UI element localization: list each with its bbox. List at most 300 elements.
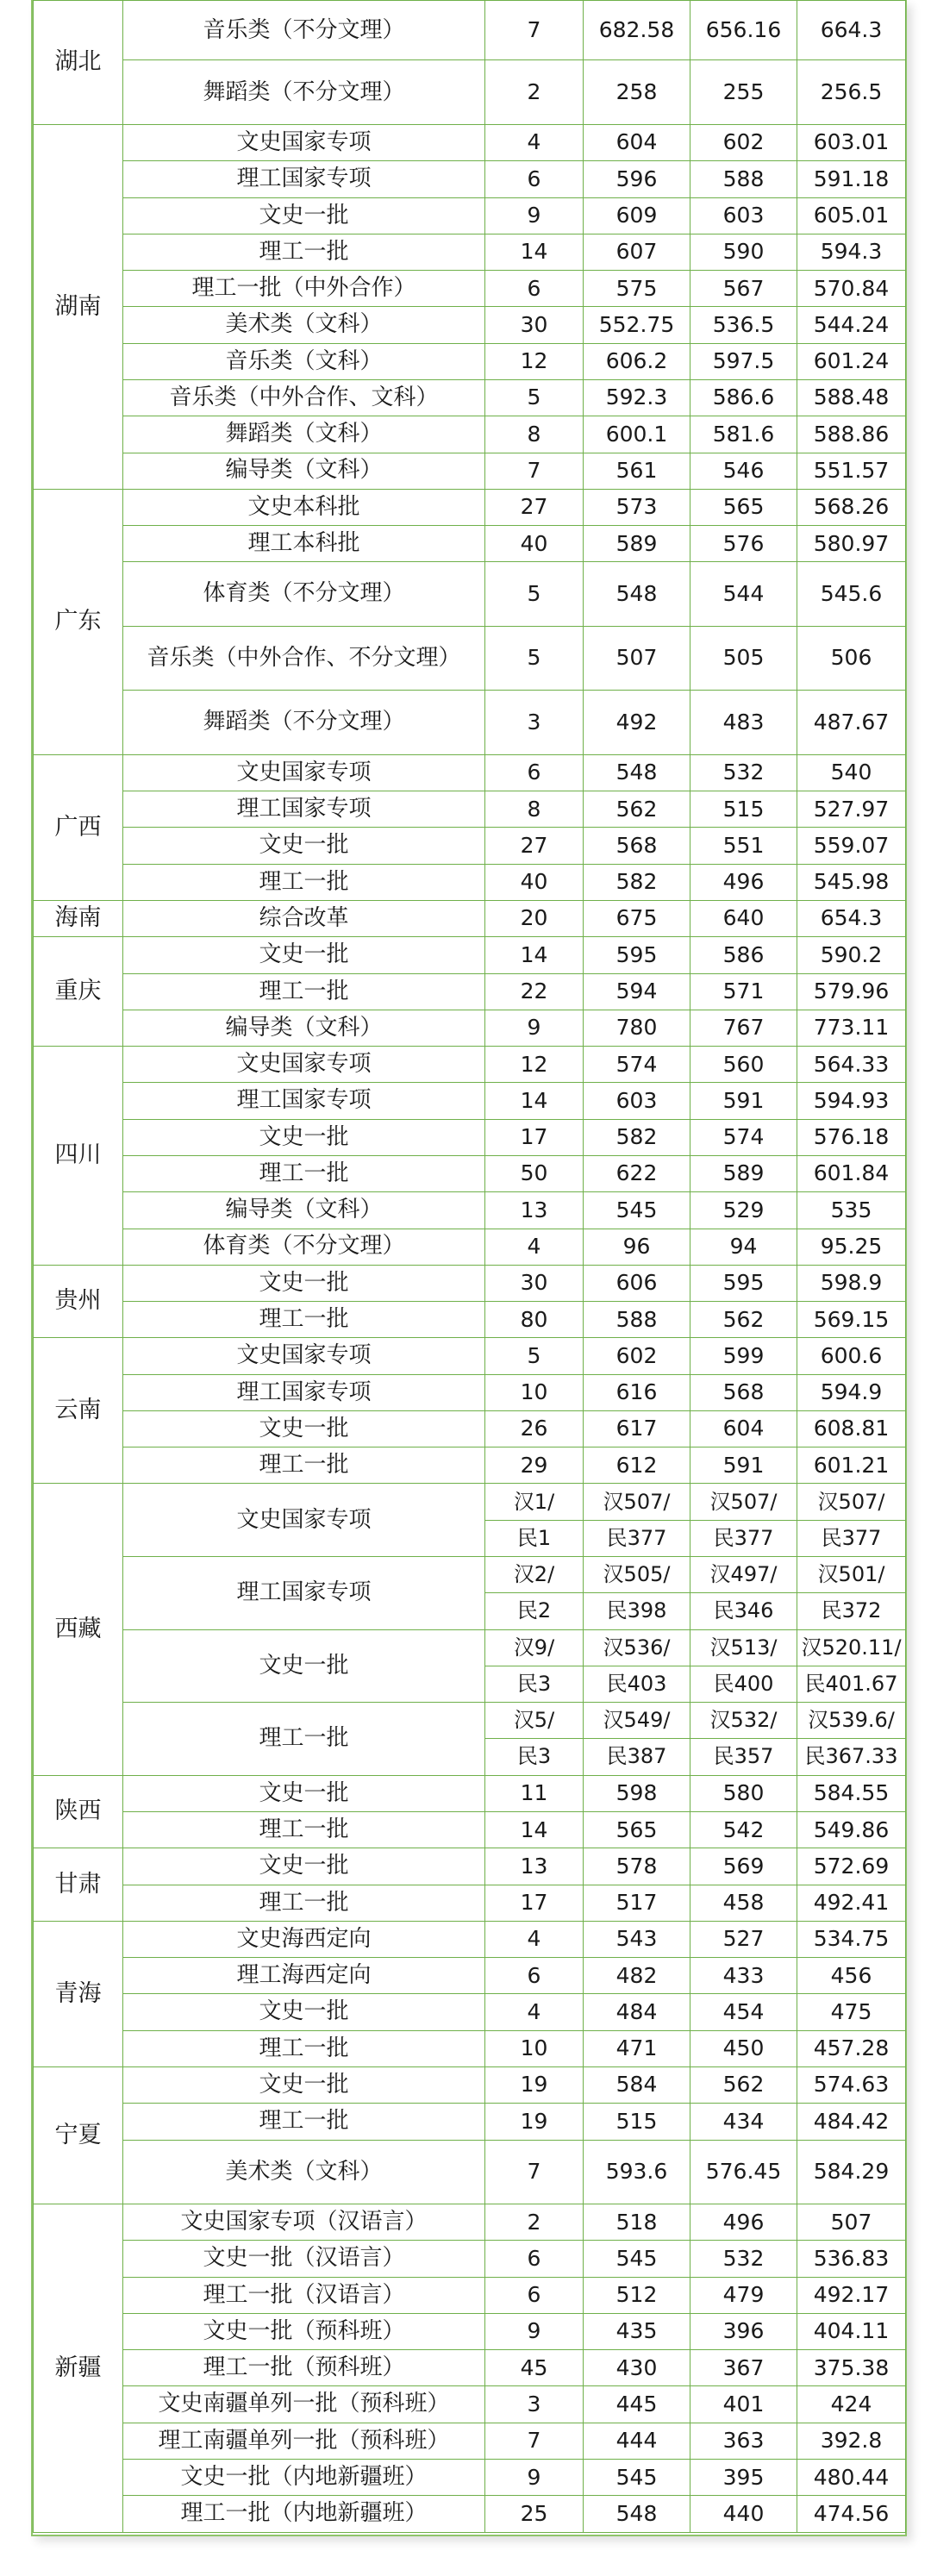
enrolled-count-cell: 30 bbox=[485, 307, 584, 343]
table-row bbox=[34, 1338, 906, 1374]
max-score-cell: 民398 bbox=[584, 1593, 690, 1629]
avg-score-cell: 汉539.6/ bbox=[797, 1703, 906, 1739]
avg-score-cell: 601.84 bbox=[797, 1155, 906, 1191]
min-score-cell: 551 bbox=[690, 828, 797, 864]
enrolled-count-cell: 汉1/ bbox=[485, 1484, 584, 1520]
min-score-cell: 574 bbox=[690, 1119, 797, 1155]
min-score-cell: 434 bbox=[690, 2104, 797, 2140]
avg-score-cell: 424 bbox=[797, 2386, 906, 2423]
enrolled-count-cell: 80 bbox=[485, 1302, 584, 1338]
avg-score-cell: 654.3 bbox=[797, 900, 906, 936]
enrolled-count-cell: 26 bbox=[485, 1410, 584, 1447]
province-cell: 新疆 bbox=[34, 2204, 123, 2533]
table-row bbox=[34, 828, 906, 864]
min-score-cell: 542 bbox=[690, 1812, 797, 1848]
max-score-cell: 616 bbox=[584, 1374, 690, 1410]
province-cell: 重庆 bbox=[34, 937, 123, 1047]
enrolled-count-cell: 50 bbox=[485, 1155, 584, 1191]
category-cell: 文史国家专项 bbox=[123, 754, 485, 791]
max-score-cell: 492 bbox=[584, 691, 690, 755]
enrolled-count-cell: 19 bbox=[485, 2104, 584, 2140]
max-score-cell: 578 bbox=[584, 1848, 690, 1885]
table-row bbox=[34, 1192, 906, 1229]
max-score-cell: 445 bbox=[584, 2386, 690, 2423]
min-score-cell: 562 bbox=[690, 2066, 797, 2103]
category-cell: 理工国家专项 bbox=[123, 791, 485, 828]
min-score-cell: 602 bbox=[690, 124, 797, 160]
table-row bbox=[34, 2030, 906, 2066]
avg-score-cell: 540 bbox=[797, 754, 906, 791]
min-score-cell: 599 bbox=[690, 1338, 797, 1374]
max-score-cell: 518 bbox=[584, 2204, 690, 2241]
enrolled-count-cell: 6 bbox=[485, 271, 584, 307]
max-score-cell: 430 bbox=[584, 2350, 690, 2386]
max-score-cell: 548 bbox=[584, 754, 690, 791]
avg-score-cell: 603.01 bbox=[797, 124, 906, 160]
max-score-cell: 573 bbox=[584, 489, 690, 525]
max-score-cell: 548 bbox=[584, 2496, 690, 2532]
enrolled-count-cell: 12 bbox=[485, 343, 584, 379]
enrolled-count-cell: 民3 bbox=[485, 1739, 584, 1775]
min-score-cell: 571 bbox=[690, 973, 797, 1010]
avg-score-cell: 580.97 bbox=[797, 526, 906, 562]
category-cell: 舞蹈类（文科） bbox=[123, 416, 485, 453]
category-cell: 理工一批 bbox=[123, 1447, 485, 1484]
category-cell: 文史一批（汉语言） bbox=[123, 2241, 485, 2277]
avg-score-cell: 773.11 bbox=[797, 1010, 906, 1046]
max-score-cell: 682.58 bbox=[584, 1, 690, 60]
min-score-cell: 479 bbox=[690, 2277, 797, 2313]
min-score-cell: 454 bbox=[690, 1994, 797, 2030]
category-cell: 理工一批 bbox=[123, 1885, 485, 1921]
province-cell: 广东 bbox=[34, 489, 123, 754]
table-row bbox=[34, 626, 906, 691]
avg-score-cell: 545.6 bbox=[797, 562, 906, 627]
table-row bbox=[34, 234, 906, 270]
table-row bbox=[34, 754, 906, 791]
enrolled-count-cell: 40 bbox=[485, 526, 584, 562]
table-row bbox=[34, 2277, 906, 2313]
min-score-cell: 395 bbox=[690, 2460, 797, 2496]
min-score-cell: 458 bbox=[690, 1885, 797, 1921]
enrolled-count-cell: 29 bbox=[485, 1447, 584, 1484]
enrolled-count-cell: 汉2/ bbox=[485, 1557, 584, 1593]
max-score-cell: 444 bbox=[584, 2423, 690, 2459]
enrolled-count-cell: 12 bbox=[485, 1047, 584, 1083]
min-score-cell: 576 bbox=[690, 526, 797, 562]
max-score-cell: 582 bbox=[584, 864, 690, 900]
max-score-cell: 574 bbox=[584, 1047, 690, 1083]
enrolled-count-cell: 7 bbox=[485, 2140, 584, 2204]
table-row bbox=[34, 379, 906, 416]
table-row bbox=[34, 2104, 906, 2140]
category-cell: 理工一批 bbox=[123, 2104, 485, 2140]
enrolled-count-cell: 19 bbox=[485, 2066, 584, 2103]
max-score-cell: 606 bbox=[584, 1265, 690, 1301]
category-cell: 体育类（不分文理） bbox=[123, 1229, 485, 1265]
table-row bbox=[34, 1, 906, 60]
avg-score-cell: 527.97 bbox=[797, 791, 906, 828]
enrolled-count-cell: 3 bbox=[485, 2386, 584, 2423]
province-cell: 云南 bbox=[34, 1338, 123, 1484]
category-cell: 文史一批 bbox=[123, 1265, 485, 1301]
table-row bbox=[34, 1302, 906, 1338]
enrolled-count-cell: 6 bbox=[485, 2241, 584, 2277]
table-row bbox=[34, 1265, 906, 1301]
avg-score-cell: 404.11 bbox=[797, 2313, 906, 2349]
max-score-cell: 675 bbox=[584, 900, 690, 936]
enrolled-count-cell: 9 bbox=[485, 2313, 584, 2349]
table-row bbox=[34, 1155, 906, 1191]
enrolled-count-cell: 27 bbox=[485, 828, 584, 864]
category-cell: 文史国家专项 bbox=[123, 1338, 485, 1374]
avg-score-cell: 574.63 bbox=[797, 2066, 906, 2103]
max-score-cell: 482 bbox=[584, 1958, 690, 1994]
table-row bbox=[34, 1047, 906, 1083]
enrolled-count-cell: 20 bbox=[485, 900, 584, 936]
enrolled-count-cell: 40 bbox=[485, 864, 584, 900]
avg-score-cell: 480.44 bbox=[797, 2460, 906, 2496]
category-cell: 音乐类（文科） bbox=[123, 343, 485, 379]
min-score-cell: 529 bbox=[690, 1192, 797, 1229]
table-row bbox=[34, 1775, 906, 1811]
category-cell: 编导类（文科） bbox=[123, 1192, 485, 1229]
enrolled-count-cell: 11 bbox=[485, 1775, 584, 1811]
table-row bbox=[34, 489, 906, 525]
avg-score-cell: 568.26 bbox=[797, 489, 906, 525]
max-score-cell: 545 bbox=[584, 2460, 690, 2496]
max-score-cell: 602 bbox=[584, 1338, 690, 1374]
table-row bbox=[34, 1410, 906, 1447]
min-score-cell: 603 bbox=[690, 197, 797, 234]
avg-score-cell: 492.41 bbox=[797, 1885, 906, 1921]
province-cell: 甘肃 bbox=[34, 1848, 123, 1922]
enrolled-count-cell: 10 bbox=[485, 1374, 584, 1410]
table-row bbox=[34, 2204, 906, 2241]
avg-score-cell: 392.8 bbox=[797, 2423, 906, 2459]
table-row bbox=[34, 124, 906, 160]
table-row bbox=[34, 1994, 906, 2030]
enrolled-count-cell: 民3 bbox=[485, 1666, 584, 1702]
category-cell: 理工一批 bbox=[123, 973, 485, 1010]
category-cell: 理工国家专项 bbox=[123, 1374, 485, 1410]
min-score-cell: 496 bbox=[690, 2204, 797, 2241]
enrolled-count-cell: 6 bbox=[485, 161, 584, 197]
table-row bbox=[34, 416, 906, 453]
category-cell: 舞蹈类（不分文理） bbox=[123, 691, 485, 755]
enrolled-count-cell: 30 bbox=[485, 1265, 584, 1301]
max-score-cell: 民387 bbox=[584, 1739, 690, 1775]
enrolled-count-cell: 8 bbox=[485, 791, 584, 828]
enrolled-count-cell: 汉9/ bbox=[485, 1629, 584, 1666]
avg-score-cell: 507 bbox=[797, 2204, 906, 2241]
avg-score-cell: 576.18 bbox=[797, 1119, 906, 1155]
category-cell: 文史一批 bbox=[123, 937, 485, 973]
avg-score-cell: 256.5 bbox=[797, 60, 906, 125]
max-score-cell: 515 bbox=[584, 2104, 690, 2140]
min-score-cell: 515 bbox=[690, 791, 797, 828]
table-row bbox=[34, 1374, 906, 1410]
table-row bbox=[34, 1447, 906, 1484]
max-score-cell: 435 bbox=[584, 2313, 690, 2349]
min-score-cell: 595 bbox=[690, 1265, 797, 1301]
enrolled-count-cell: 25 bbox=[485, 2496, 584, 2532]
category-cell: 音乐类（中外合作、不分文理） bbox=[123, 626, 485, 691]
category-cell: 文史一批 bbox=[123, 1994, 485, 2030]
table-row bbox=[34, 60, 906, 125]
max-score-cell: 96 bbox=[584, 1229, 690, 1265]
enrolled-count-cell: 5 bbox=[485, 379, 584, 416]
avg-score-cell: 601.24 bbox=[797, 343, 906, 379]
table-row bbox=[34, 1484, 906, 1520]
table-row bbox=[34, 197, 906, 234]
avg-score-cell: 588.48 bbox=[797, 379, 906, 416]
avg-score-cell: 588.86 bbox=[797, 416, 906, 453]
avg-score-cell: 598.9 bbox=[797, 1265, 906, 1301]
min-score-cell: 527 bbox=[690, 1921, 797, 1957]
avg-score-cell: 95.25 bbox=[797, 1229, 906, 1265]
avg-score-cell: 474.56 bbox=[797, 2496, 906, 2532]
enrolled-count-cell: 22 bbox=[485, 973, 584, 1010]
max-score-cell: 543 bbox=[584, 1921, 690, 1957]
table-row bbox=[34, 2496, 906, 2532]
avg-score-cell: 584.29 bbox=[797, 2140, 906, 2204]
enrolled-count-cell: 4 bbox=[485, 1229, 584, 1265]
max-score-cell: 民377 bbox=[584, 1520, 690, 1556]
category-cell: 文史一批 bbox=[123, 828, 485, 864]
avg-score-cell: 569.15 bbox=[797, 1302, 906, 1338]
min-score-cell: 568 bbox=[690, 1374, 797, 1410]
min-score-cell: 586 bbox=[690, 937, 797, 973]
avg-score-cell: 506 bbox=[797, 626, 906, 691]
enrolled-count-cell: 14 bbox=[485, 1812, 584, 1848]
enrolled-count-cell: 7 bbox=[485, 1, 584, 60]
avg-score-cell: 572.69 bbox=[797, 1848, 906, 1885]
table-row bbox=[34, 791, 906, 828]
avg-score-cell: 民401.67 bbox=[797, 1666, 906, 1702]
min-score-cell: 589 bbox=[690, 1155, 797, 1191]
min-score-cell: 567 bbox=[690, 271, 797, 307]
avg-score-cell: 564.33 bbox=[797, 1047, 906, 1083]
category-cell: 文史一批 bbox=[123, 1410, 485, 1447]
max-score-cell: 603 bbox=[584, 1083, 690, 1119]
category-cell: 舞蹈类（不分文理） bbox=[123, 60, 485, 125]
enrolled-count-cell: 8 bbox=[485, 416, 584, 453]
avg-score-cell: 664.3 bbox=[797, 1, 906, 60]
min-score-cell: 440 bbox=[690, 2496, 797, 2532]
min-score-cell: 496 bbox=[690, 864, 797, 900]
min-score-cell: 565 bbox=[690, 489, 797, 525]
table-row bbox=[34, 526, 906, 562]
max-score-cell: 582 bbox=[584, 1119, 690, 1155]
max-score-cell: 258 bbox=[584, 60, 690, 125]
category-cell: 美术类（文科） bbox=[123, 307, 485, 343]
avg-score-cell: 591.18 bbox=[797, 161, 906, 197]
avg-score-cell: 545.98 bbox=[797, 864, 906, 900]
category-cell: 理工海西定向 bbox=[123, 1958, 485, 1994]
min-score-cell: 536.5 bbox=[690, 307, 797, 343]
max-score-cell: 593.6 bbox=[584, 2140, 690, 2204]
enrolled-count-cell: 10 bbox=[485, 2030, 584, 2066]
enrolled-count-cell: 6 bbox=[485, 1958, 584, 1994]
avg-score-cell: 549.86 bbox=[797, 1812, 906, 1848]
max-score-cell: 604 bbox=[584, 124, 690, 160]
min-score-cell: 590 bbox=[690, 234, 797, 270]
max-score-cell: 545 bbox=[584, 2241, 690, 2277]
max-score-cell: 545 bbox=[584, 1192, 690, 1229]
table-row bbox=[34, 900, 906, 936]
max-score-cell: 595 bbox=[584, 937, 690, 973]
enrolled-count-cell: 4 bbox=[485, 124, 584, 160]
min-score-cell: 民377 bbox=[690, 1520, 797, 1556]
category-cell: 理工一批 bbox=[123, 234, 485, 270]
min-score-cell: 580 bbox=[690, 1775, 797, 1811]
avg-score-cell: 608.81 bbox=[797, 1410, 906, 1447]
enrolled-count-cell: 3 bbox=[485, 691, 584, 755]
table-row bbox=[34, 161, 906, 197]
category-cell: 文史国家专项（汉语言） bbox=[123, 2204, 485, 2241]
min-score-cell: 591 bbox=[690, 1083, 797, 1119]
admission-score-table bbox=[33, 0, 906, 2533]
enrolled-count-cell: 4 bbox=[485, 1994, 584, 2030]
max-score-cell: 552.75 bbox=[584, 307, 690, 343]
min-score-cell: 597.5 bbox=[690, 343, 797, 379]
min-score-cell: 433 bbox=[690, 1958, 797, 1994]
table-row bbox=[34, 1119, 906, 1155]
max-score-cell: 584 bbox=[584, 2066, 690, 2103]
table-row bbox=[34, 1812, 906, 1848]
max-score-cell: 598 bbox=[584, 1775, 690, 1811]
province-cell: 湖南 bbox=[34, 124, 123, 489]
category-cell: 理工本科批 bbox=[123, 526, 485, 562]
max-score-cell: 汉505/ bbox=[584, 1557, 690, 1593]
max-score-cell: 780 bbox=[584, 1010, 690, 1046]
max-score-cell: 606.2 bbox=[584, 343, 690, 379]
category-cell: 文史一批 bbox=[123, 1775, 485, 1811]
category-cell: 文史国家专项 bbox=[123, 1484, 485, 1557]
enrolled-count-cell: 5 bbox=[485, 562, 584, 627]
max-score-cell: 484 bbox=[584, 1994, 690, 2030]
category-cell: 美术类（文科） bbox=[123, 2140, 485, 2204]
avg-score-cell: 559.07 bbox=[797, 828, 906, 864]
table-row bbox=[34, 2350, 906, 2386]
table-row bbox=[34, 937, 906, 973]
table-row bbox=[34, 562, 906, 627]
avg-score-cell: 375.38 bbox=[797, 2350, 906, 2386]
enrolled-count-cell: 13 bbox=[485, 1848, 584, 1885]
enrolled-count-cell: 9 bbox=[485, 1010, 584, 1046]
enrolled-count-cell: 14 bbox=[485, 1083, 584, 1119]
avg-score-cell: 汉501/ bbox=[797, 1557, 906, 1593]
avg-score-cell: 594.9 bbox=[797, 1374, 906, 1410]
max-score-cell: 609 bbox=[584, 197, 690, 234]
table-row bbox=[34, 271, 906, 307]
min-score-cell: 588 bbox=[690, 161, 797, 197]
min-score-cell: 591 bbox=[690, 1447, 797, 1484]
table-row bbox=[34, 1885, 906, 1921]
avg-score-cell: 594.3 bbox=[797, 234, 906, 270]
avg-score-cell: 民377 bbox=[797, 1520, 906, 1556]
max-score-cell: 562 bbox=[584, 791, 690, 828]
max-score-cell: 565 bbox=[584, 1812, 690, 1848]
category-cell: 理工国家专项 bbox=[123, 1557, 485, 1630]
max-score-cell: 612 bbox=[584, 1447, 690, 1484]
enrolled-count-cell: 2 bbox=[485, 2204, 584, 2241]
table-row bbox=[34, 2423, 906, 2459]
max-score-cell: 600.1 bbox=[584, 416, 690, 453]
avg-score-cell: 601.21 bbox=[797, 1447, 906, 1484]
province-cell: 四川 bbox=[34, 1047, 123, 1266]
min-score-cell: 532 bbox=[690, 2241, 797, 2277]
avg-score-cell: 汉520.11/ bbox=[797, 1629, 906, 1666]
min-score-cell: 544 bbox=[690, 562, 797, 627]
table-row bbox=[34, 1557, 906, 1593]
category-cell: 文史一批 bbox=[123, 1119, 485, 1155]
category-cell: 理工一批（预科班） bbox=[123, 2350, 485, 2386]
avg-score-cell: 570.84 bbox=[797, 271, 906, 307]
avg-score-cell: 605.01 bbox=[797, 197, 906, 234]
category-cell: 编导类（文科） bbox=[123, 1010, 485, 1046]
enrolled-count-cell: 13 bbox=[485, 1192, 584, 1229]
avg-score-cell: 536.83 bbox=[797, 2241, 906, 2277]
avg-score-cell: 579.96 bbox=[797, 973, 906, 1010]
min-score-cell: 569 bbox=[690, 1848, 797, 1885]
province-cell: 青海 bbox=[34, 1921, 123, 2066]
table-row bbox=[34, 2460, 906, 2496]
enrolled-count-cell: 7 bbox=[485, 2423, 584, 2459]
max-score-cell: 561 bbox=[584, 453, 690, 489]
enrolled-count-cell: 民2 bbox=[485, 1593, 584, 1629]
category-cell: 文史本科批 bbox=[123, 489, 485, 525]
enrolled-count-cell: 6 bbox=[485, 2277, 584, 2313]
avg-score-cell: 484.42 bbox=[797, 2104, 906, 2140]
table-row bbox=[34, 343, 906, 379]
category-cell: 文史一批（预科班） bbox=[123, 2313, 485, 2349]
enrolled-count-cell: 民1 bbox=[485, 1520, 584, 1556]
avg-score-cell: 590.2 bbox=[797, 937, 906, 973]
avg-score-cell: 民372 bbox=[797, 1593, 906, 1629]
province-cell: 宁夏 bbox=[34, 2066, 123, 2204]
avg-score-cell: 534.75 bbox=[797, 1921, 906, 1957]
min-score-cell: 532 bbox=[690, 754, 797, 791]
max-score-cell: 民403 bbox=[584, 1666, 690, 1702]
enrolled-count-cell: 5 bbox=[485, 626, 584, 691]
enrolled-count-cell: 17 bbox=[485, 1885, 584, 1921]
table-row bbox=[34, 1010, 906, 1046]
min-score-cell: 396 bbox=[690, 2313, 797, 2349]
max-score-cell: 617 bbox=[584, 1410, 690, 1447]
max-score-cell: 588 bbox=[584, 1302, 690, 1338]
province-cell: 海南 bbox=[34, 900, 123, 936]
category-cell: 文史一批（内地新疆班） bbox=[123, 2460, 485, 2496]
province-cell: 广西 bbox=[34, 754, 123, 900]
category-cell: 文史一批 bbox=[123, 197, 485, 234]
category-cell: 理工一批（内地新疆班） bbox=[123, 2496, 485, 2532]
min-score-cell: 586.6 bbox=[690, 379, 797, 416]
table-row bbox=[34, 453, 906, 489]
min-score-cell: 546 bbox=[690, 453, 797, 489]
category-cell: 理工一批（中外合作） bbox=[123, 271, 485, 307]
table-row bbox=[34, 1848, 906, 1885]
enrolled-count-cell: 5 bbox=[485, 1338, 584, 1374]
category-cell: 文史一批 bbox=[123, 1848, 485, 1885]
min-score-cell: 560 bbox=[690, 1047, 797, 1083]
max-score-cell: 622 bbox=[584, 1155, 690, 1191]
avg-score-cell: 475 bbox=[797, 1994, 906, 2030]
avg-score-cell: 535 bbox=[797, 1192, 906, 1229]
max-score-cell: 607 bbox=[584, 234, 690, 270]
category-cell: 体育类（不分文理） bbox=[123, 562, 485, 627]
